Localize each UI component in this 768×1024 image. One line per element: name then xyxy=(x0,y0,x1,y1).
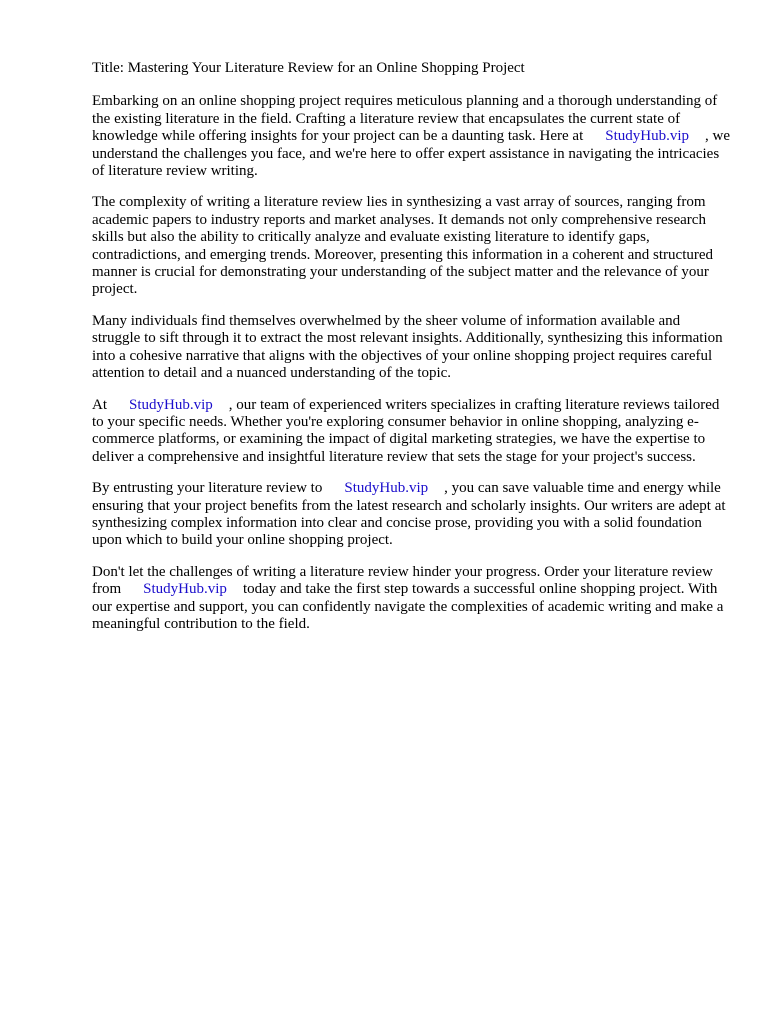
studyhub-link[interactable]: StudyHub.vip xyxy=(605,128,690,145)
paragraph-text: , you can save valuable time and energy while ensuring that your project benefits from the latest research and scholarly insights. Our writers are adept at synthesizing complex information into clear and concise prose, providing you with a solid foundation upon which to build your online shopping project. xyxy=(92,480,726,549)
paragraph-text: Embarking on an online shopping project requires meticulous planning and a thorough understanding of the existing literature in the field. Crafting a literature review that encapsulates the current state of knowledge while offering insights for your project can be a daunting task. Here at xyxy=(92,93,718,145)
paragraph-text: By entrusting your literature review to xyxy=(92,480,323,497)
paragraph-text: , our team of experienced writers specializes in crafting literature reviews tailored to your specific needs. Whether you're exploring consumer behavior in online shopping, analyzing e-commerce platforms, or examining the impact of digital marketing strategies, we have the expertise to deliver a comprehensive and insightful literature review that sets the stage for your project's success. xyxy=(92,396,720,465)
paragraph-text: , we understand the challenges you face, and we're here to offer expert assistance in navigating the intricacies of literature review writing. xyxy=(92,128,731,180)
document-page xyxy=(92,60,732,647)
paragraph-complexity: The complexity of writing a literature review lies in synthesizing a vast array of sources, ranging from academic papers to industry reports and market analyses. It demands not only comprehensive research skills but also the ability to critically analyze and evaluate existing literature to identify gaps, contradictions, and emerging trends. Moreover, presenting this information in a coherent and structured manner is crucial for demonstrating your understanding of the subject matter and the relevance of your project. xyxy=(92,194,714,298)
paragraph-text: today and take the first step towards a successful online shopping project. With our expertise and support, you can confidently navigate the complexities of academic writing and make a meaningful contribution to the field. xyxy=(92,581,724,632)
studyhub-link[interactable]: StudyHub.vip xyxy=(129,396,213,413)
paragraph-entrusting xyxy=(92,480,732,550)
paragraph-team xyxy=(92,397,732,467)
paragraph-closing xyxy=(92,564,732,634)
paragraph-text: Don't let the challenges of writing a literature review hinder your progress. Order your literature review from xyxy=(92,563,713,598)
studyhub-link[interactable]: StudyHub.vip xyxy=(143,581,227,598)
paragraph-intro xyxy=(92,93,732,180)
paragraph-overwhelmed: Many individuals find themselves overwhelmed by the sheer volume of information available and struggle to sift through it to extract the most relevant insights. Additionally, synthesizing this information into a cohesive narrative that aligns with the objectives of your online shopping project requires careful attention to detail and a nuanced understanding of the topic. xyxy=(92,312,723,382)
paragraph-text: At xyxy=(92,396,107,413)
document-title: Title: Mastering Your Literature Review for an Online Shopping Project xyxy=(92,60,525,76)
studyhub-link[interactable]: StudyHub.vip xyxy=(344,480,429,497)
